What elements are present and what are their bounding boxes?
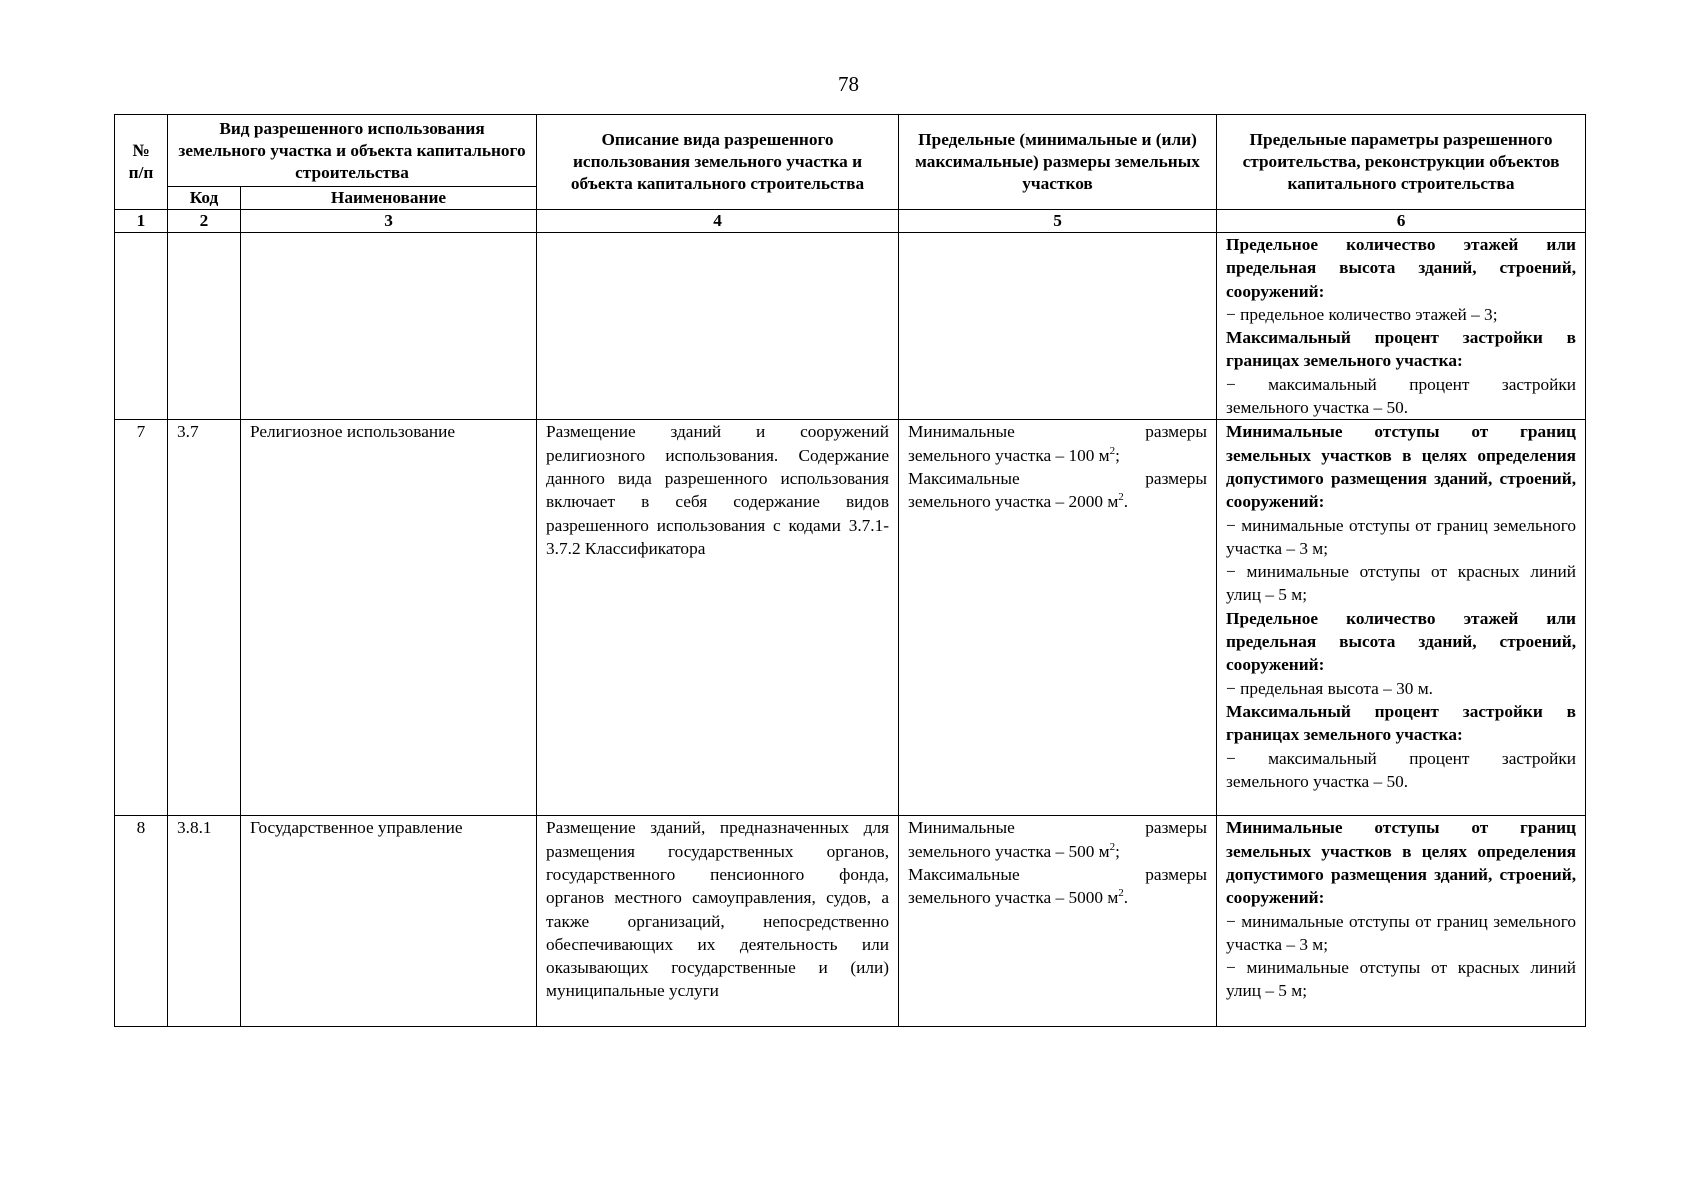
description-text: Содержание данного вида разрешенного использования включает в себя содержание видов разрешенного использования с кодами 3.7.1-3.7.2 Классификатора xyxy=(546,445,890,558)
sizes-label: Минимальные размеры xyxy=(908,422,1208,442)
sizes-value: земельного участка – 500 $м^2$; xyxy=(908,840,1120,861)
column-number: 5 xyxy=(899,210,1217,233)
column-number-row xyxy=(115,210,1586,233)
header-razm: Предельные (минимальные и (или) максимальные) размеры земельных участков xyxy=(899,115,1217,210)
row-params xyxy=(1217,420,1586,816)
param-heading: Минимальные отступы от границ земельных участков в целях определения допустимого размещения зданий, строений, сооружений: xyxy=(1226,422,1577,512)
column-number: 4 xyxy=(537,210,899,233)
table-row xyxy=(115,420,1586,816)
row-number: 8 xyxy=(115,816,168,1027)
row-code: 3.7 xyxy=(168,420,241,816)
row-description xyxy=(537,420,899,816)
header-naim: Наименование xyxy=(241,187,537,210)
param-heading: Предельное количество этажей или предельная высота зданий, строений, сооружений: xyxy=(1226,608,1577,675)
param-item: − предельная высота – 30 м. xyxy=(1226,678,1433,698)
sizes-value: земельного участка – 100 $м^2$; xyxy=(908,444,1120,465)
param-item: − минимальные отступы от границ земельного участка – 3 м; xyxy=(1226,911,1577,954)
land-use-table xyxy=(114,114,1586,1027)
superscript: 2 xyxy=(1109,444,1116,457)
description-text: Размещение зданий, предназначенных для размещения государственных органов, государственного пенсионного фонда, органов местного самоуправления, судов, а также организаций, непосредственно обеспечивающих их деятельность или оказывающих государственные и (или) муниципальные услуги xyxy=(546,818,890,1001)
header-param: Предельные параметры разрешенного строительства, реконструкции объектов капитального строительства xyxy=(1217,115,1586,210)
column-number: 1 xyxy=(115,210,168,233)
row-number: 7 xyxy=(115,420,168,816)
table-row xyxy=(115,816,1586,1027)
column-number: 2 xyxy=(168,210,241,233)
row-name: Государственное управление xyxy=(241,816,537,1027)
row-code: 3.8.1 xyxy=(168,816,241,1027)
superscript: 2 xyxy=(1118,491,1124,504)
row-code xyxy=(168,233,241,420)
sizes-label: Минимальные размеры xyxy=(908,818,1208,838)
row-params xyxy=(1217,233,1586,420)
header-kod: Код xyxy=(168,187,241,210)
row-name xyxy=(241,233,537,420)
param-heading: Минимальные отступы от границ земельных участков в целях определения допустимого размещения зданий, строений, сооружений: xyxy=(1226,818,1577,908)
description-text: Размещение зданий и сооружений религиозного использования. xyxy=(546,422,890,465)
column-number: 3 xyxy=(241,210,537,233)
row-sizes xyxy=(899,816,1217,1027)
sizes-label: Максимальные размеры xyxy=(908,468,1208,488)
header-opis: Описание вида разрешенного использования земельного участка и объекта капитального строительства xyxy=(537,115,899,210)
param-item: − минимальные отступы от красных линий улиц – 5 м; xyxy=(1226,562,1577,605)
header-vid: Вид разрешенного использования земельного участка и объекта капитального строительства xyxy=(168,115,537,187)
superscript: 2 xyxy=(1109,840,1116,853)
sizes-label: Максимальные размеры xyxy=(908,864,1208,884)
param-item: − максимальный процент застройки земельного участка – 50. xyxy=(1226,374,1577,418)
param-heading: Максимальный процент застройки в границах земельного участка: xyxy=(1226,328,1577,371)
param-item: − максимальный процент застройки земельного участка – 50. xyxy=(1226,748,1577,791)
header-num: № п/п xyxy=(115,115,168,210)
row-description xyxy=(537,816,899,1027)
param-heading: Максимальный процент застройки в границах земельного участка: xyxy=(1226,701,1577,745)
row-number xyxy=(115,233,168,420)
column-number: 6 xyxy=(1217,210,1586,233)
sizes-value: земельного участка – 2000 $м^2$. xyxy=(908,491,1129,512)
param-item: − предельное количество этажей – 3; xyxy=(1226,304,1498,324)
page-number: 78 xyxy=(838,72,859,96)
param-item: − минимальные отступы от границ земельного участка – 3 м; xyxy=(1226,515,1577,558)
row-params xyxy=(1217,816,1586,1027)
row-name: Религиозное использование xyxy=(241,420,537,816)
row-description xyxy=(537,233,899,420)
sizes-value: земельного участка – 5000 $м^2$. xyxy=(908,887,1129,908)
row-sizes xyxy=(899,233,1217,420)
superscript: 2 xyxy=(1118,887,1124,900)
param-heading: Предельное количество этажей или предельная высота зданий, строений, сооружений: xyxy=(1226,235,1577,301)
row-sizes xyxy=(899,420,1217,816)
table-row xyxy=(115,233,1586,420)
param-item: − минимальные отступы от красных линий улиц – 5 м; xyxy=(1226,958,1577,1001)
